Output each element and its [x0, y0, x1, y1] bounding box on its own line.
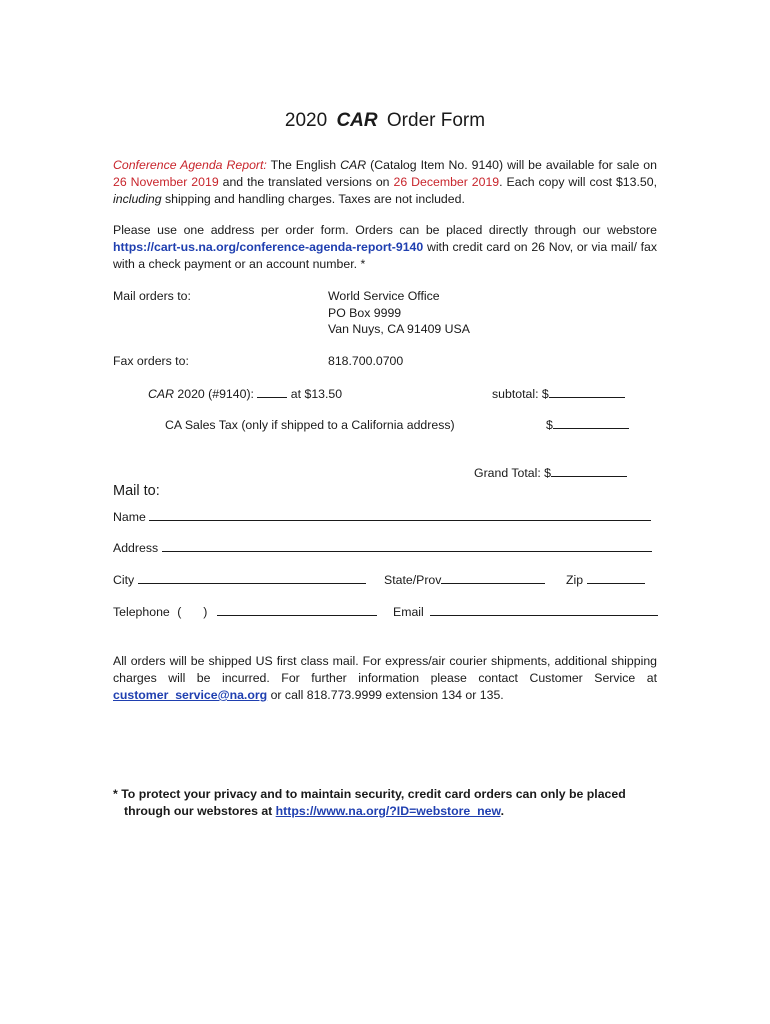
intro-text-4: . Each copy will cost $13.50,: [499, 175, 657, 189]
shipping-text-1: All orders will be shipped US first class mail. For express/air courier shipments, additional shipping charges will be incurred. For further information please contact Customer Service at: [113, 654, 657, 685]
subtotal-field[interactable]: [549, 386, 625, 398]
mail-to-heading: Mail to:: [113, 483, 160, 499]
ca-sales-tax-label: CA Sales Tax (only if shipped to a California address): [165, 418, 455, 432]
intro-car: CAR: [340, 158, 367, 172]
grand-total-line: [474, 465, 627, 481]
footnote-line-2: [124, 803, 504, 820]
intro-text-1: The English: [266, 158, 341, 172]
address-field[interactable]: [162, 540, 652, 552]
state-row: [384, 572, 545, 588]
intro-text-2: (Catalog Item No. 9140) will be available for sale on: [366, 158, 657, 172]
webstore-new-link[interactable]: https://www.na.org/?ID=webstore_new: [275, 804, 501, 818]
intro-including: including: [113, 192, 162, 206]
release-date-translated: 26 December 2019: [393, 175, 500, 189]
city-label: City: [113, 573, 135, 587]
shipping-text-2: or call 818.773.9999 extension 134 or 135.: [267, 688, 504, 702]
fax-number: 818.700.0700: [328, 354, 404, 368]
order-car: CAR: [148, 387, 174, 401]
state-field[interactable]: [441, 572, 545, 584]
name-field[interactable]: [149, 509, 651, 521]
subtotal-label: subtotal: $: [492, 387, 549, 401]
footnote-line-1: * To protect your privacy and to maintain security, credit card orders can only be placed: [113, 787, 626, 801]
mail-address-line-1: World Service Office: [328, 289, 440, 303]
area-code-close: ): [203, 605, 208, 619]
name-label: Name: [113, 510, 146, 524]
order-price: at $13.50: [287, 387, 343, 401]
state-label: State/Prov: [384, 573, 442, 587]
zip-field[interactable]: [587, 572, 645, 584]
customer-service-email-link[interactable]: customer_service@na.org: [113, 688, 268, 702]
order-desc: 2020 (#9140):: [173, 387, 258, 401]
ordering-text-1: Please use one address per order form. Orders can be placed directly through our webstore: [113, 223, 657, 237]
grand-total-label: Grand Total: $: [474, 466, 552, 480]
email-field[interactable]: [430, 604, 658, 616]
zip-label: Zip: [566, 573, 584, 587]
mail-address-line-2: PO Box 9999: [328, 306, 402, 320]
telephone-field[interactable]: [217, 604, 377, 616]
footnote-period: .: [500, 804, 504, 818]
title-text: Order Form: [386, 110, 486, 131]
webstore-link[interactable]: https://cart-us.na.org/conference-agenda-report-9140: [113, 240, 424, 254]
page-title: [0, 110, 770, 132]
city-field[interactable]: [138, 572, 366, 584]
title-car: CAR: [336, 110, 378, 131]
address-label: Address: [113, 541, 159, 555]
zip-row: [566, 572, 645, 588]
intro-paragraph: [113, 157, 657, 208]
tax-dollar: $: [546, 418, 553, 432]
ordering-text-2: with credit card on 26 Nov, or via mail/ fax with a check payment or an account number. *: [113, 240, 657, 271]
telephone-row: [113, 604, 377, 620]
footnote-text: through our webstores at: [124, 804, 276, 818]
subtotal-line: [492, 386, 625, 402]
shipping-paragraph: [113, 653, 657, 704]
name-row: [113, 509, 651, 525]
intro-text-3: and the translated versions on: [218, 175, 394, 189]
title-year: 2020: [284, 110, 328, 131]
telephone-label: Telephone: [113, 605, 170, 619]
address-row: [113, 540, 652, 556]
order-quantity-line: [148, 386, 342, 402]
city-row: [113, 572, 366, 588]
email-label: Email: [393, 605, 424, 619]
intro-text-5: shipping and handling charges. Taxes are not included.: [161, 192, 465, 206]
quantity-field[interactable]: [257, 386, 287, 398]
release-date-english: 26 November 2019: [113, 175, 219, 189]
tax-line: [546, 417, 629, 433]
tax-field[interactable]: [553, 417, 629, 429]
ordering-paragraph: [113, 222, 657, 273]
grand-total-field[interactable]: [551, 465, 627, 477]
report-label: Conference Agenda Report:: [113, 158, 267, 172]
mail-orders-label: Mail orders to:: [113, 289, 191, 303]
mail-address-line-3: Van Nuys, CA 91409 USA: [328, 322, 470, 336]
email-row: [393, 604, 658, 620]
area-code-open: (: [177, 605, 182, 619]
fax-orders-label: Fax orders to:: [113, 354, 189, 368]
